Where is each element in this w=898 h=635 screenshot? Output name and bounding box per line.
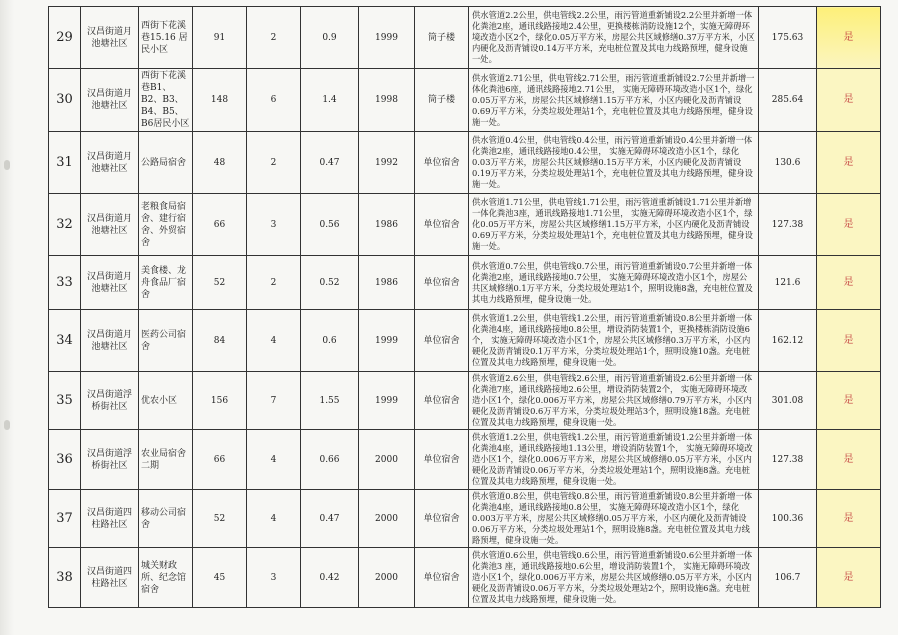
project-name-cell: 农业局宿舍二期 [139, 430, 193, 490]
table-row [49, 430, 881, 490]
status-cell: 是 [817, 490, 881, 548]
status-cell: 是 [817, 372, 881, 430]
type-cell: 单位宿舍 [415, 194, 469, 256]
community-cell: 汉昌街道月池塘社区 [81, 69, 139, 132]
buildings-cell: 4 [247, 490, 301, 548]
year-cell: 1986 [359, 256, 415, 310]
row-number: 37 [49, 490, 81, 548]
scan-edge [0, 0, 14, 635]
households-cell: 156 [193, 372, 247, 430]
buildings-cell: 6 [247, 69, 301, 132]
table-row [49, 548, 881, 608]
table-row [49, 372, 881, 430]
type-cell: 筒子楼 [415, 7, 469, 69]
project-name-cell: 美食楼、龙舟食品厂宿舍 [139, 256, 193, 310]
year-cell: 2000 [359, 490, 415, 548]
type-cell: 单位宿舍 [415, 256, 469, 310]
community-cell: 汉昌街道浮桥街社区 [81, 430, 139, 490]
content-cell: 供水管道1.71公里，供电管线1.71公里，雨污管道重新铺设1.71公里并新增一体化粪池3座，通讯线路接地1.71公里， 实施无障碍环境改造小区1个，绿化0.05万平方米，房屋公共区域修缮1.15万平方米，小区内硬化及沥青铺设0.69万平方米，分类垃圾处理站1个，充电桩位置及其电力线路预埋，健身设施一处。 [469, 194, 759, 256]
row-number: 33 [49, 256, 81, 310]
table-row [49, 69, 881, 132]
content-cell: 供水管道2.2公里，供电管线2.2公里，雨污管道重新铺设2.2公里并新增一体化粪池2座，通讯线路接地2.4公里，更换楼栋消防设施12个，实施无障碍环境改造小区2个，绿化0.05万平方米，房屋公共区域修缮0.37万平方米，小区内硬化及沥青铺设0.14万平方米，充电桩位置及其电力线路预埋，健身设施一处。 [469, 7, 759, 69]
buildings-cell: 7 [247, 372, 301, 430]
area-cell: 0.66 [301, 430, 359, 490]
project-name-cell: 西街下花溪巷15.16 居民小区 [139, 7, 193, 69]
content-cell: 供水管道2.6公里，供电管线2.6公里，雨污管道重新铺设2.6公里并新增一体化粪池7座，通讯线路接地2.6公里，增设消防装置2个， 实施无障碍环境改造小区1个，绿化0.006万平方米，房屋公共区域修缮0.79万平方米，小区内硬化及沥青铺设0.6万平方米，分类垃圾处理站3个，照明设施18盏。充电桩位置及其电力线路预埋，健身设施一处。 [469, 372, 759, 430]
year-cell: 1992 [359, 132, 415, 194]
status-cell: 是 [817, 310, 881, 372]
row-number: 30 [49, 69, 81, 132]
project-name-cell: 城关财政所、纪念馆宿舍 [139, 548, 193, 608]
table-row [49, 310, 881, 372]
area-cell: 0.6 [301, 310, 359, 372]
status-cell: 是 [817, 194, 881, 256]
content-cell: 供水管道1.2公里，供电管线1.2公里，雨污管道重新铺设0.8公里并新增一体化粪池4座，通讯线路接地0.8公里，增设消防装置1个，更换楼栋消防设施6个， 实施无障碍环境改造小区1个，房屋公共区域修缮0.3万平方米，小区内硬化及沥青铺设0.1万平方米，分类垃圾处理站1个，照明设施10盏。充电桩位置及其电力线路预埋，健身设施一处。 [469, 310, 759, 372]
investment-cell: 301.08 [759, 372, 817, 430]
content-cell: 供水管道2.71公里，供电管线2.71公里，雨污管道重新铺设2.7公里并新增一体化粪池6座，通讯线路接地2.71公里， 实施无障碍环境改造小区1个，绿化0.05万平方米，房屋公共区域修缮1.15万平方米，小区内硬化及沥青铺设0.69万平方米，分类垃圾处理站1个，充电桩位置及其电力线路预埋，健身设施一处。 [469, 69, 759, 132]
binding-hole [4, 420, 10, 430]
type-cell: 单位宿舍 [415, 310, 469, 372]
year-cell: 1999 [359, 310, 415, 372]
year-cell: 2000 [359, 430, 415, 490]
year-cell: 2000 [359, 548, 415, 608]
row-number: 32 [49, 194, 81, 256]
content-cell: 供水管道0.8公里，供电管线0.8公里，雨污管道重新铺设0.8公里并新增一体化粪池4座，通讯线路接地0.8公里， 实施无障碍环境改造小区1个，绿化0.003万平方米，房屋公共区域修缮0.05万平方米，小区内硬化及沥青铺设0.06万平方米，分类垃圾处理站1个，照明设施8盏。充电桩位置及其电力线路预埋，健身设施一处。 [469, 490, 759, 548]
area-cell: 0.52 [301, 256, 359, 310]
year-cell: 1998 [359, 69, 415, 132]
row-number: 38 [49, 548, 81, 608]
households-cell: 45 [193, 548, 247, 608]
type-cell: 单位宿舍 [415, 548, 469, 608]
area-cell: 0.47 [301, 490, 359, 548]
project-name-cell: 西街下花溪巷B1、B2、B3、B4、B5、B6居民小区 [139, 69, 193, 132]
community-cell: 汉昌街道月池塘社区 [81, 256, 139, 310]
households-cell: 48 [193, 132, 247, 194]
status-cell: 是 [817, 132, 881, 194]
area-cell: 0.56 [301, 194, 359, 256]
table-row [49, 132, 881, 194]
investment-cell: 106.7 [759, 548, 817, 608]
binding-hole [4, 160, 10, 170]
project-name-cell: 优农小区 [139, 372, 193, 430]
investment-cell: 127.38 [759, 194, 817, 256]
status-cell: 是 [817, 256, 881, 310]
renovation-table [48, 6, 881, 608]
community-cell: 汉昌街道月池塘社区 [81, 194, 139, 256]
buildings-cell: 3 [247, 194, 301, 256]
year-cell: 1999 [359, 7, 415, 69]
row-number: 35 [49, 372, 81, 430]
type-cell: 单位宿舍 [415, 372, 469, 430]
investment-cell: 130.6 [759, 132, 817, 194]
project-name-cell: 老粮食局宿舍、建行宿舍、外贸宿舍 [139, 194, 193, 256]
community-cell: 汉昌街道月池塘社区 [81, 310, 139, 372]
buildings-cell: 2 [247, 7, 301, 69]
status-cell: 是 [817, 7, 881, 69]
community-cell: 汉昌街道浮桥街社区 [81, 372, 139, 430]
households-cell: 91 [193, 7, 247, 69]
table-row [49, 256, 881, 310]
table-row [49, 490, 881, 548]
table-row [49, 7, 881, 69]
community-cell: 汉昌街道月池塘社区 [81, 132, 139, 194]
households-cell: 52 [193, 256, 247, 310]
area-cell: 1.55 [301, 372, 359, 430]
year-cell: 1999 [359, 372, 415, 430]
area-cell: 0.47 [301, 132, 359, 194]
table-body [49, 7, 881, 608]
households-cell: 66 [193, 430, 247, 490]
content-cell: 供水管道0.4公里，供电管线0.4公里，雨污管道重新铺设0.4公里并新增一体化粪池2座，通讯线路接地0.4公里， 实施无障碍环境改造小区1个，绿化0.03万平方米，房屋公共区域修缮0.15万平方米，小区内硬化及沥青铺设0.19万平方米，分类垃圾处理站1个，充电桩位置及其电力线路预埋，健身设施一处。 [469, 132, 759, 194]
community-cell: 汉昌街道月池塘社区 [81, 7, 139, 69]
buildings-cell: 2 [247, 132, 301, 194]
investment-cell: 121.6 [759, 256, 817, 310]
community-cell: 汉昌街道四柱路社区 [81, 548, 139, 608]
area-cell: 0.9 [301, 7, 359, 69]
buildings-cell: 2 [247, 256, 301, 310]
status-cell: 是 [817, 430, 881, 490]
status-cell: 是 [817, 548, 881, 608]
buildings-cell: 3 [247, 548, 301, 608]
households-cell: 52 [193, 490, 247, 548]
content-cell: 供水管道0.6公里，供电管线0.6公里，雨污管道重新铺设0.6公里并新增一体化粪池3 座，通讯线路接地0.6公里，增设消防装置1个， 实施无障碍环境改造小区1个，绿化0.006万平方米，房屋公共区域修缮0.05万平方米，小区内硬化及沥青铺设0.06万平方米，分类垃圾处理站2个，照明设施6盏。充电桩位置及其电力线路预埋，健身设施一处。 [469, 548, 759, 608]
type-cell: 单位宿舍 [415, 430, 469, 490]
investment-cell: 175.63 [759, 7, 817, 69]
buildings-cell: 4 [247, 310, 301, 372]
investment-cell: 285.64 [759, 69, 817, 132]
project-name-cell: 公路局宿舍 [139, 132, 193, 194]
buildings-cell: 4 [247, 430, 301, 490]
households-cell: 84 [193, 310, 247, 372]
content-cell: 供水管道0.7公里，供电管线0.7公里，雨污管道重新铺设0.7公里并新增一体化粪池2座，通讯线路接地0.7公里， 实施无障碍环境改造小区1个，房屋公共区域修缮0.1万平方米，分类垃圾处理站1个，照明设施8盏，充电桩位置及其电力线路预埋，健身设施一处。 [469, 256, 759, 310]
type-cell: 筒子楼 [415, 69, 469, 132]
row-number: 31 [49, 132, 81, 194]
table-row [49, 194, 881, 256]
project-name-cell: 医药公司宿舍 [139, 310, 193, 372]
row-number: 34 [49, 310, 81, 372]
type-cell: 单位宿舍 [415, 132, 469, 194]
row-number: 29 [49, 7, 81, 69]
investment-cell: 162.12 [759, 310, 817, 372]
type-cell: 单位宿舍 [415, 490, 469, 548]
content-cell: 供水管道1.2公里，供电管线1.2公里，雨污管道重新铺设1.2公里并新增一体化粪池4座，通讯线路接地1.13公里，增设消防装置1个， 实施无障碍环境改造小区1个，绿化0.006万平方米，房屋公共区域修缮0.05万平方米，小区内硬化及沥青铺设0.06万平方米，分类垃圾处理站1个，照明设施8盏。充电桩位置及其电力线路预埋，健身设施一处。 [469, 430, 759, 490]
status-cell: 是 [817, 69, 881, 132]
year-cell: 1986 [359, 194, 415, 256]
area-cell: 1.4 [301, 69, 359, 132]
households-cell: 148 [193, 69, 247, 132]
area-cell: 0.42 [301, 548, 359, 608]
project-name-cell: 移动公司宿舍 [139, 490, 193, 548]
households-cell: 66 [193, 194, 247, 256]
community-cell: 汉昌街道四柱路社区 [81, 490, 139, 548]
row-number: 36 [49, 430, 81, 490]
investment-cell: 127.38 [759, 430, 817, 490]
investment-cell: 100.36 [759, 490, 817, 548]
